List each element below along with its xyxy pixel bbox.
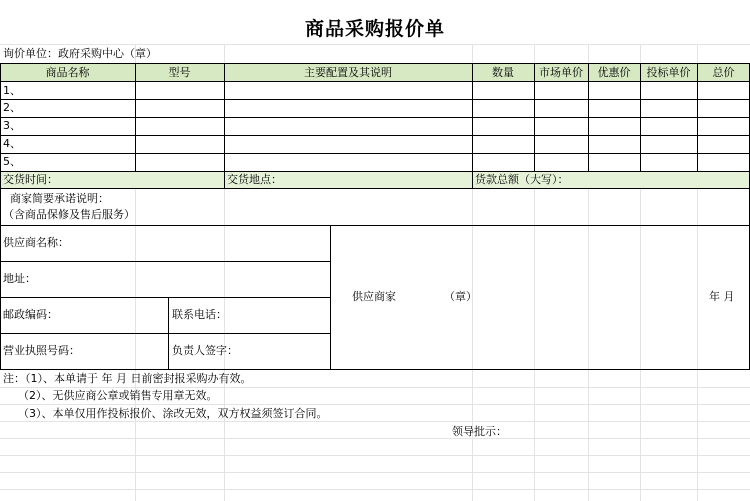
gridline: [0, 489, 750, 490]
delivery-time: 交货时间：: [3, 173, 58, 186]
border: [0, 153, 750, 154]
border: [697, 63, 698, 171]
border: [472, 63, 473, 188]
license-number: 营业执照号码：: [3, 344, 80, 357]
gridline: [0, 421, 750, 422]
delivery-row: [0, 171, 750, 188]
supplier-date: 年 月: [709, 290, 735, 303]
row-number: 1、: [3, 84, 21, 97]
border: [0, 63, 1, 370]
header-product-name: 商品名称: [45, 66, 90, 79]
border: [0, 135, 750, 136]
border: [0, 333, 330, 334]
note-2: （2）、无供应商公章或销售专用章无效。: [18, 389, 218, 402]
border: [0, 261, 330, 262]
gridline: [0, 472, 750, 473]
border: [0, 188, 750, 189]
header-quantity: 数量: [492, 66, 514, 79]
border: [330, 225, 331, 369]
border: [0, 171, 750, 172]
border: [0, 63, 750, 64]
total-amount: 货款总额（大写）：: [475, 173, 569, 186]
header-discount-price: 优惠价: [597, 66, 631, 79]
header-market-price: 市场单价: [539, 66, 583, 79]
border: [588, 63, 589, 171]
row-number: 4、: [3, 137, 21, 150]
note-3: （3）、本单仅用作投标报价、涂改无效，双方权益须签订合同。: [18, 407, 328, 420]
gridline: [0, 404, 750, 405]
header-model: 型号: [168, 66, 191, 79]
border: [0, 297, 330, 298]
page-title: 商品采购报价单: [304, 18, 445, 40]
gridline: [0, 44, 750, 45]
border: [534, 63, 535, 171]
delivery-place: 交货地点：: [227, 173, 282, 186]
row-number: 5、: [3, 155, 21, 168]
commitment-label: 商家简要承诺说明：: [10, 192, 109, 205]
commitment-note: （含商品保修及售后服务）: [3, 208, 135, 221]
border: [0, 81, 750, 82]
border: [135, 63, 136, 171]
supplier-name: 供应商名称：: [3, 236, 69, 249]
supplier-stamp-label: 供应商家: [352, 290, 396, 303]
border: [0, 225, 750, 226]
row-number: 2、: [3, 101, 21, 114]
gridline: [0, 455, 750, 456]
border: [0, 369, 750, 370]
gridline: [0, 438, 750, 439]
border: [168, 297, 169, 369]
header-config: 主要配置及其说明: [304, 66, 392, 79]
inquiry-unit: 询价单位：政府采购中心（章）: [3, 47, 157, 60]
note-1: 注：（1）、本单请于 年 月 日前密封报采购办有效。: [3, 372, 252, 385]
border: [640, 63, 641, 171]
header-bid-price: 投标单价: [646, 66, 691, 79]
row-number: 3、: [3, 119, 21, 132]
border: [0, 117, 750, 118]
border: [0, 99, 750, 100]
supplier-address: 地址：: [3, 272, 36, 285]
gridline: [0, 387, 750, 388]
supplier-stamp: （章）: [444, 290, 477, 303]
phone: 联系电话：: [172, 308, 227, 321]
postcode: 邮政编码：: [3, 308, 58, 321]
header-total-price: 总价: [712, 66, 735, 79]
approval-label: 领导批示：: [452, 425, 507, 438]
border: [224, 63, 225, 188]
signature: 负责人签字：: [172, 344, 238, 357]
